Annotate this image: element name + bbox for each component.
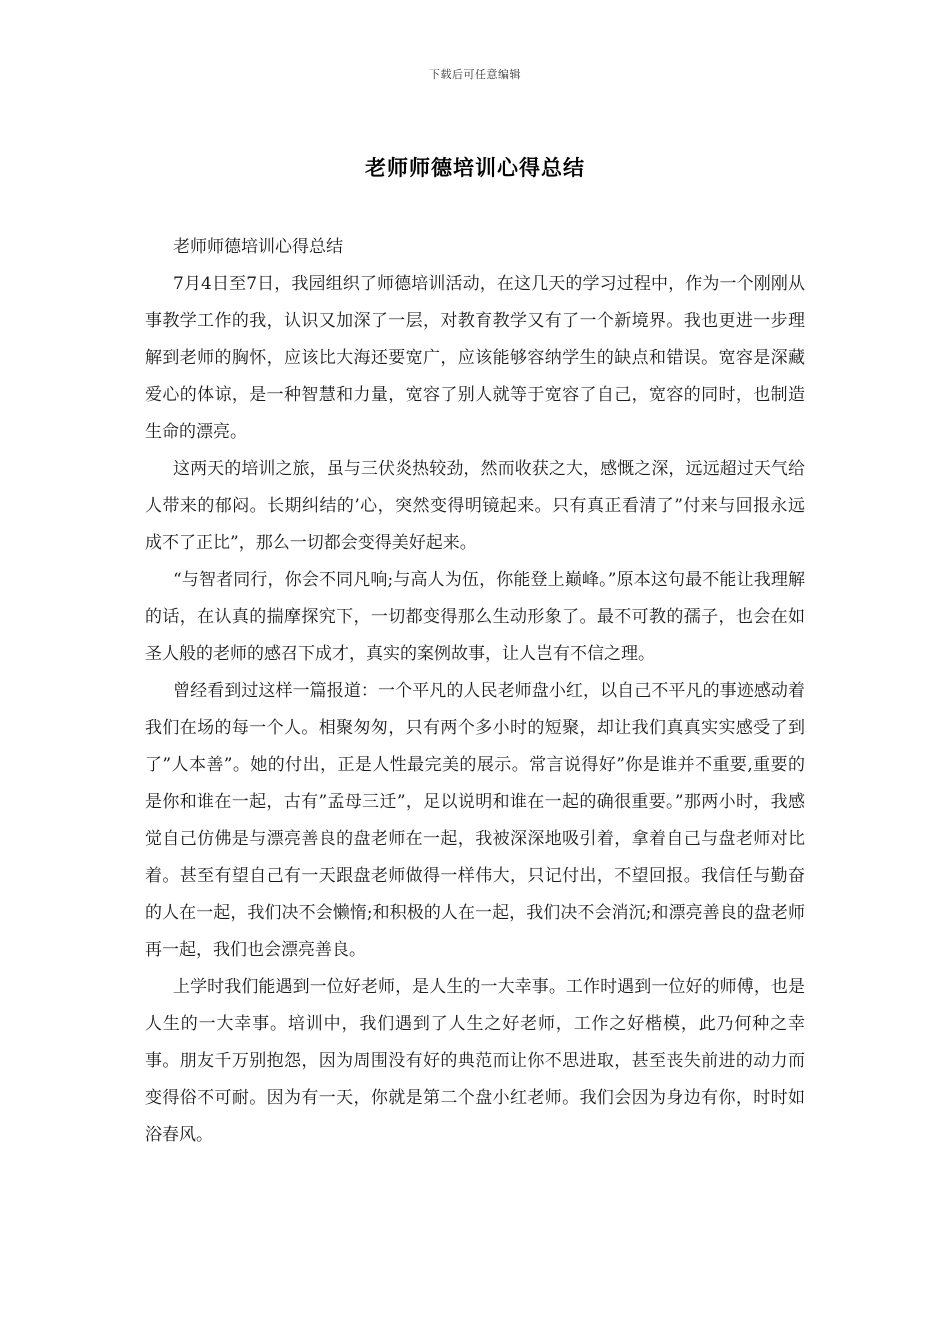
- header-note: 下载后可任意编辑: [429, 68, 521, 81]
- paragraph: 上学时我们能遇到一位好老师，是人生的一大幸事。工作时遇到一位好的师傅，也是人生的一大幸事。培训中，我们遇到了人生之好老师，工作之好楷模，此乃何种之幸事。朋友千万别抱怨，因为周围没有好的典范而让你不思进取，甚至丧失前进的动力而变得俗不可耐。因为有一天，你就是第二个盘小红老师。我们会因为身边有你，时时如浴春风。: [145, 977, 805, 1145]
- document-subtitle: 老师师德培训心得总结: [173, 237, 343, 257]
- paragraph: 曾经看到过这样一篇报道：一个平凡的人民老师盘小红，以自己不平凡的事迹感动着我们在场的每一个人。相聚匆匆，只有两个多小时的短聚，却让我们真真实实感受了到了”人本善”。她的付出，正是人性最完美的展示。常言说得好”你是谁并不重要,重要的是你和谁在一起，古有”孟母三迁”，足以说明和谁在一起的确很重要。”那两小时，我感觉自己仿佛是与漂亮善良的盘老师在一起，我被深深地吸引着，拿着自己与盘老师对比着。甚至有望自己有一天跟盘老师做得一样伟大，只记付出，不望回报。我信任与勤奋的人在一起，我们决不会懒惰;和积极的人在一起，我们决不会消沉;和漂亮善良的盘老师再一起，我们也会漂亮善良。: [145, 681, 805, 960]
- document-title: 老师师德培训心得总结: [365, 155, 585, 180]
- paragraph: 这两天的培训之旅，虽与三伏炎热较劲，然而收获之大，感慨之深，远远超过天气给人带来的郁闷。长期纠结的’心，突然变得明镜起来。只有真正看清了”付来与回报永远成不了正比”，那么一切都会变得美好起来。: [145, 459, 805, 553]
- document-body: [145, 229, 805, 1154]
- paragraph: 7月4日至7日，我园组织了师德培训活动，在这几天的学习过程中，作为一个刚刚从事教学工作的我，认识又加深了一层，对教育教学又有了一个新境界。我也更进一步理解到老师的胸怀，应该比大海还要宽广，应该能够容纳学生的缺点和错误。宽容是深藏爱心的体谅，是一种智慧和力量，宽容了别人就等于宽容了自己，宽容的同时，也制造生命的漂亮。: [145, 274, 805, 442]
- paragraph: “与智者同行，你会不同凡响;与高人为伍，你能登上巅峰。”原本这句最不能让我理解的话，在认真的揣摩探究下，一切都变得那么生动形象了。最不可教的孺子，也会在如圣人般的老师的感召下成才，真实的案例故事，让人岂有不信之理。: [145, 570, 805, 664]
